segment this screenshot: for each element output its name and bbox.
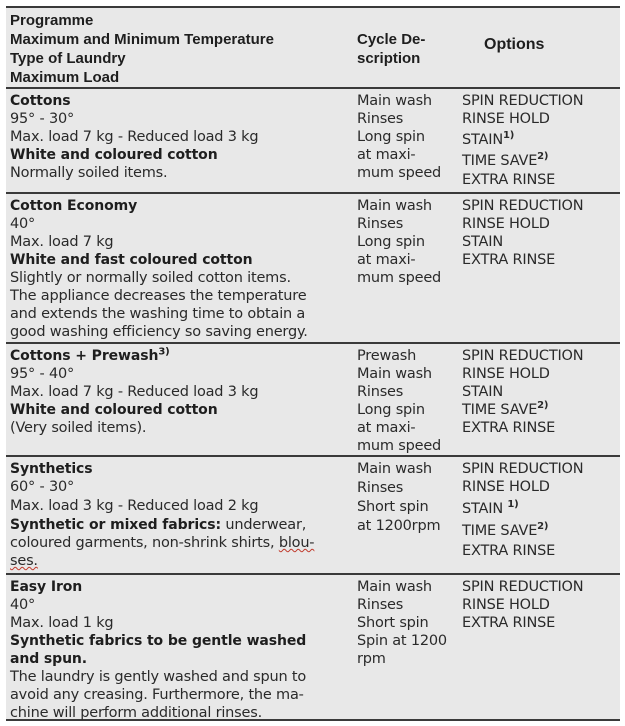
programme-name: Cottons + Prewash$^{3)}$ <box>10 346 170 364</box>
programme-note: and extends the washing time to obtain a <box>10 306 306 322</box>
programme-temperature: 40° <box>10 597 36 613</box>
programme-temperature: 60° - 30° <box>10 479 75 495</box>
cycle-step: Main wash <box>357 461 432 477</box>
cycle-cell <box>357 347 457 455</box>
programme-fabric: White and coloured cotton <box>10 147 218 163</box>
header-temperature: Maximum and Minimum Temperature <box>10 31 274 48</box>
option-item: TIME SAVE$^{2)}$ <box>462 400 549 418</box>
programme-load: Max. load 3 kg - Reduced load 2 kg <box>10 498 259 514</box>
programme-cell <box>10 92 350 182</box>
options-cell <box>462 197 622 269</box>
programme-note: good washing efficiency so saving energy. <box>10 324 308 340</box>
options-cell <box>462 578 622 632</box>
programme-note: (Very soiled items). <box>10 420 147 436</box>
footnote-ref: 3) <box>158 346 170 358</box>
cycle-step: Long spin <box>357 402 425 418</box>
header-options-column <box>484 36 625 54</box>
option-item: STAIN <box>462 384 503 400</box>
programme-name: Synthetics <box>10 461 93 477</box>
programme-name: Cottons <box>10 93 71 109</box>
header-laundry-type: Type of Laundry <box>10 50 126 67</box>
programme-load: Max. load 7 kg - Reduced load 3 kg <box>10 129 259 145</box>
footnote-ref: 2) <box>537 400 549 412</box>
cycle-step: Main wash <box>357 579 432 595</box>
header-max-load: Maximum Load <box>10 69 120 86</box>
table-row-cottons <box>6 89 620 194</box>
programme-load: Max. load 1 kg <box>10 615 114 631</box>
option-item: SPIN REDUCTION <box>462 461 584 477</box>
programme-note: chine will perform additional rinses. <box>10 705 263 721</box>
options-cell <box>462 460 622 560</box>
programme-note: The appliance decreases the temperature <box>10 288 307 304</box>
programme-note: Slightly or normally soiled cotton items. <box>10 270 291 286</box>
cycle-step: Main wash <box>357 366 432 382</box>
option-item: STAIN $^{1)}$ <box>462 499 519 517</box>
table-row-cotton-economy <box>6 194 620 344</box>
footnote-ref: 2) <box>537 151 549 163</box>
cycle-step: rpm <box>357 651 386 667</box>
option-item: STAIN <box>462 234 503 250</box>
cycle-step: Short spin <box>357 615 429 631</box>
cycle-step: Rinses <box>357 480 404 496</box>
option-item: TIME SAVE$^{2)}$ <box>462 151 549 169</box>
programme-note: avoid any creasing. Furthermore, the ma- <box>10 687 304 703</box>
cycle-step: Main wash <box>357 93 432 109</box>
programme-note: Normally soiled items. <box>10 165 168 181</box>
option-item: EXTRA RINSE <box>462 543 556 559</box>
table-row-cottons-prewash <box>6 344 620 457</box>
option-item: RINSE HOLD <box>462 366 550 382</box>
programme-temperature: 95° - 30° <box>10 111 75 127</box>
programme-note: The laundry is gently washed and spun to <box>10 669 307 685</box>
table-row-easy-iron <box>6 575 620 721</box>
option-item: TIME SAVE$^{2)}$ <box>462 521 549 539</box>
header-options: Options <box>484 36 545 53</box>
option-item: EXTRA RINSE <box>462 172 556 188</box>
cycle-step: Short spin <box>357 499 429 515</box>
option-item: SPIN REDUCTION <box>462 93 584 109</box>
programme-name: Easy Iron <box>10 579 83 595</box>
header-cycle-description-2: scription <box>357 50 421 67</box>
header-cycle-description-1: Cycle De- <box>357 31 426 48</box>
header-programme-column <box>10 11 350 87</box>
programme-cell <box>10 578 350 722</box>
option-item: RINSE HOLD <box>462 111 550 127</box>
programme-load: Max. load 7 kg <box>10 234 114 250</box>
header-cycle-column <box>357 30 457 68</box>
cycle-cell <box>357 197 457 287</box>
cycle-cell <box>357 578 457 668</box>
options-cell <box>462 347 622 437</box>
cycle-cell <box>357 92 457 182</box>
washing-programmes-table <box>6 6 620 721</box>
cycle-step: at maxi- <box>357 420 416 436</box>
footnote-ref: 1) <box>507 499 519 511</box>
programme-cell <box>10 347 350 437</box>
programme-fabric: and spun. <box>10 651 88 667</box>
options-cell <box>462 92 622 189</box>
cycle-step: Main wash <box>357 198 432 214</box>
cycle-step: Long spin <box>357 129 425 145</box>
cycle-step: at maxi- <box>357 147 416 163</box>
cycle-step: Rinses <box>357 111 404 127</box>
cycle-step: mum speed <box>357 438 442 454</box>
option-item: SPIN REDUCTION <box>462 348 584 364</box>
option-item: RINSE HOLD <box>462 479 550 495</box>
table-row-synthetics <box>6 457 620 575</box>
cycle-step: Rinses <box>357 384 404 400</box>
programme-temperature: 40° <box>10 216 36 232</box>
programme-name: Cotton Economy <box>10 198 138 214</box>
cycle-step: Spin at 1200 <box>357 633 447 649</box>
programme-load: Max. load 7 kg - Reduced load 3 kg <box>10 384 259 400</box>
programme-cell <box>10 460 350 570</box>
programme-fabric: White and fast coloured cotton <box>10 252 253 268</box>
option-item: EXTRA RINSE <box>462 420 556 436</box>
cycle-step: Prewash <box>357 348 417 364</box>
footnote-ref: 2) <box>537 521 549 533</box>
cycle-step: Rinses <box>357 597 404 613</box>
cycle-step: mum speed <box>357 270 442 286</box>
cycle-step: mum speed <box>357 165 442 181</box>
cycle-step: at 1200rpm <box>357 518 441 534</box>
programme-cell <box>10 197 350 341</box>
option-item: EXTRA RINSE <box>462 252 556 268</box>
header-programme: Programme <box>10 12 94 29</box>
programme-fabric: Synthetic or mixed fabrics: underwear, <box>10 517 307 533</box>
programme-temperature: 95° - 40° <box>10 366 75 382</box>
option-item: RINSE HOLD <box>462 216 550 232</box>
option-item: SPIN REDUCTION <box>462 579 584 595</box>
cycle-step: Rinses <box>357 216 404 232</box>
option-item: EXTRA RINSE <box>462 615 556 631</box>
option-item: STAIN$^{1)}$ <box>462 130 515 148</box>
programme-fabric: White and coloured cotton <box>10 402 218 418</box>
table-header-row <box>6 8 620 89</box>
programme-fabric: Synthetic fabrics to be gentle washed <box>10 633 307 649</box>
cycle-step: at maxi- <box>357 252 416 268</box>
cycle-cell <box>357 460 457 535</box>
footnote-ref: 1) <box>502 130 515 142</box>
option-item: RINSE HOLD <box>462 597 550 613</box>
option-item: SPIN REDUCTION <box>462 198 584 214</box>
programme-note: coloured garments, non-shrink shirts, blou- <box>10 535 315 551</box>
cycle-step: Long spin <box>357 234 425 250</box>
programme-note: ses. <box>10 553 38 569</box>
